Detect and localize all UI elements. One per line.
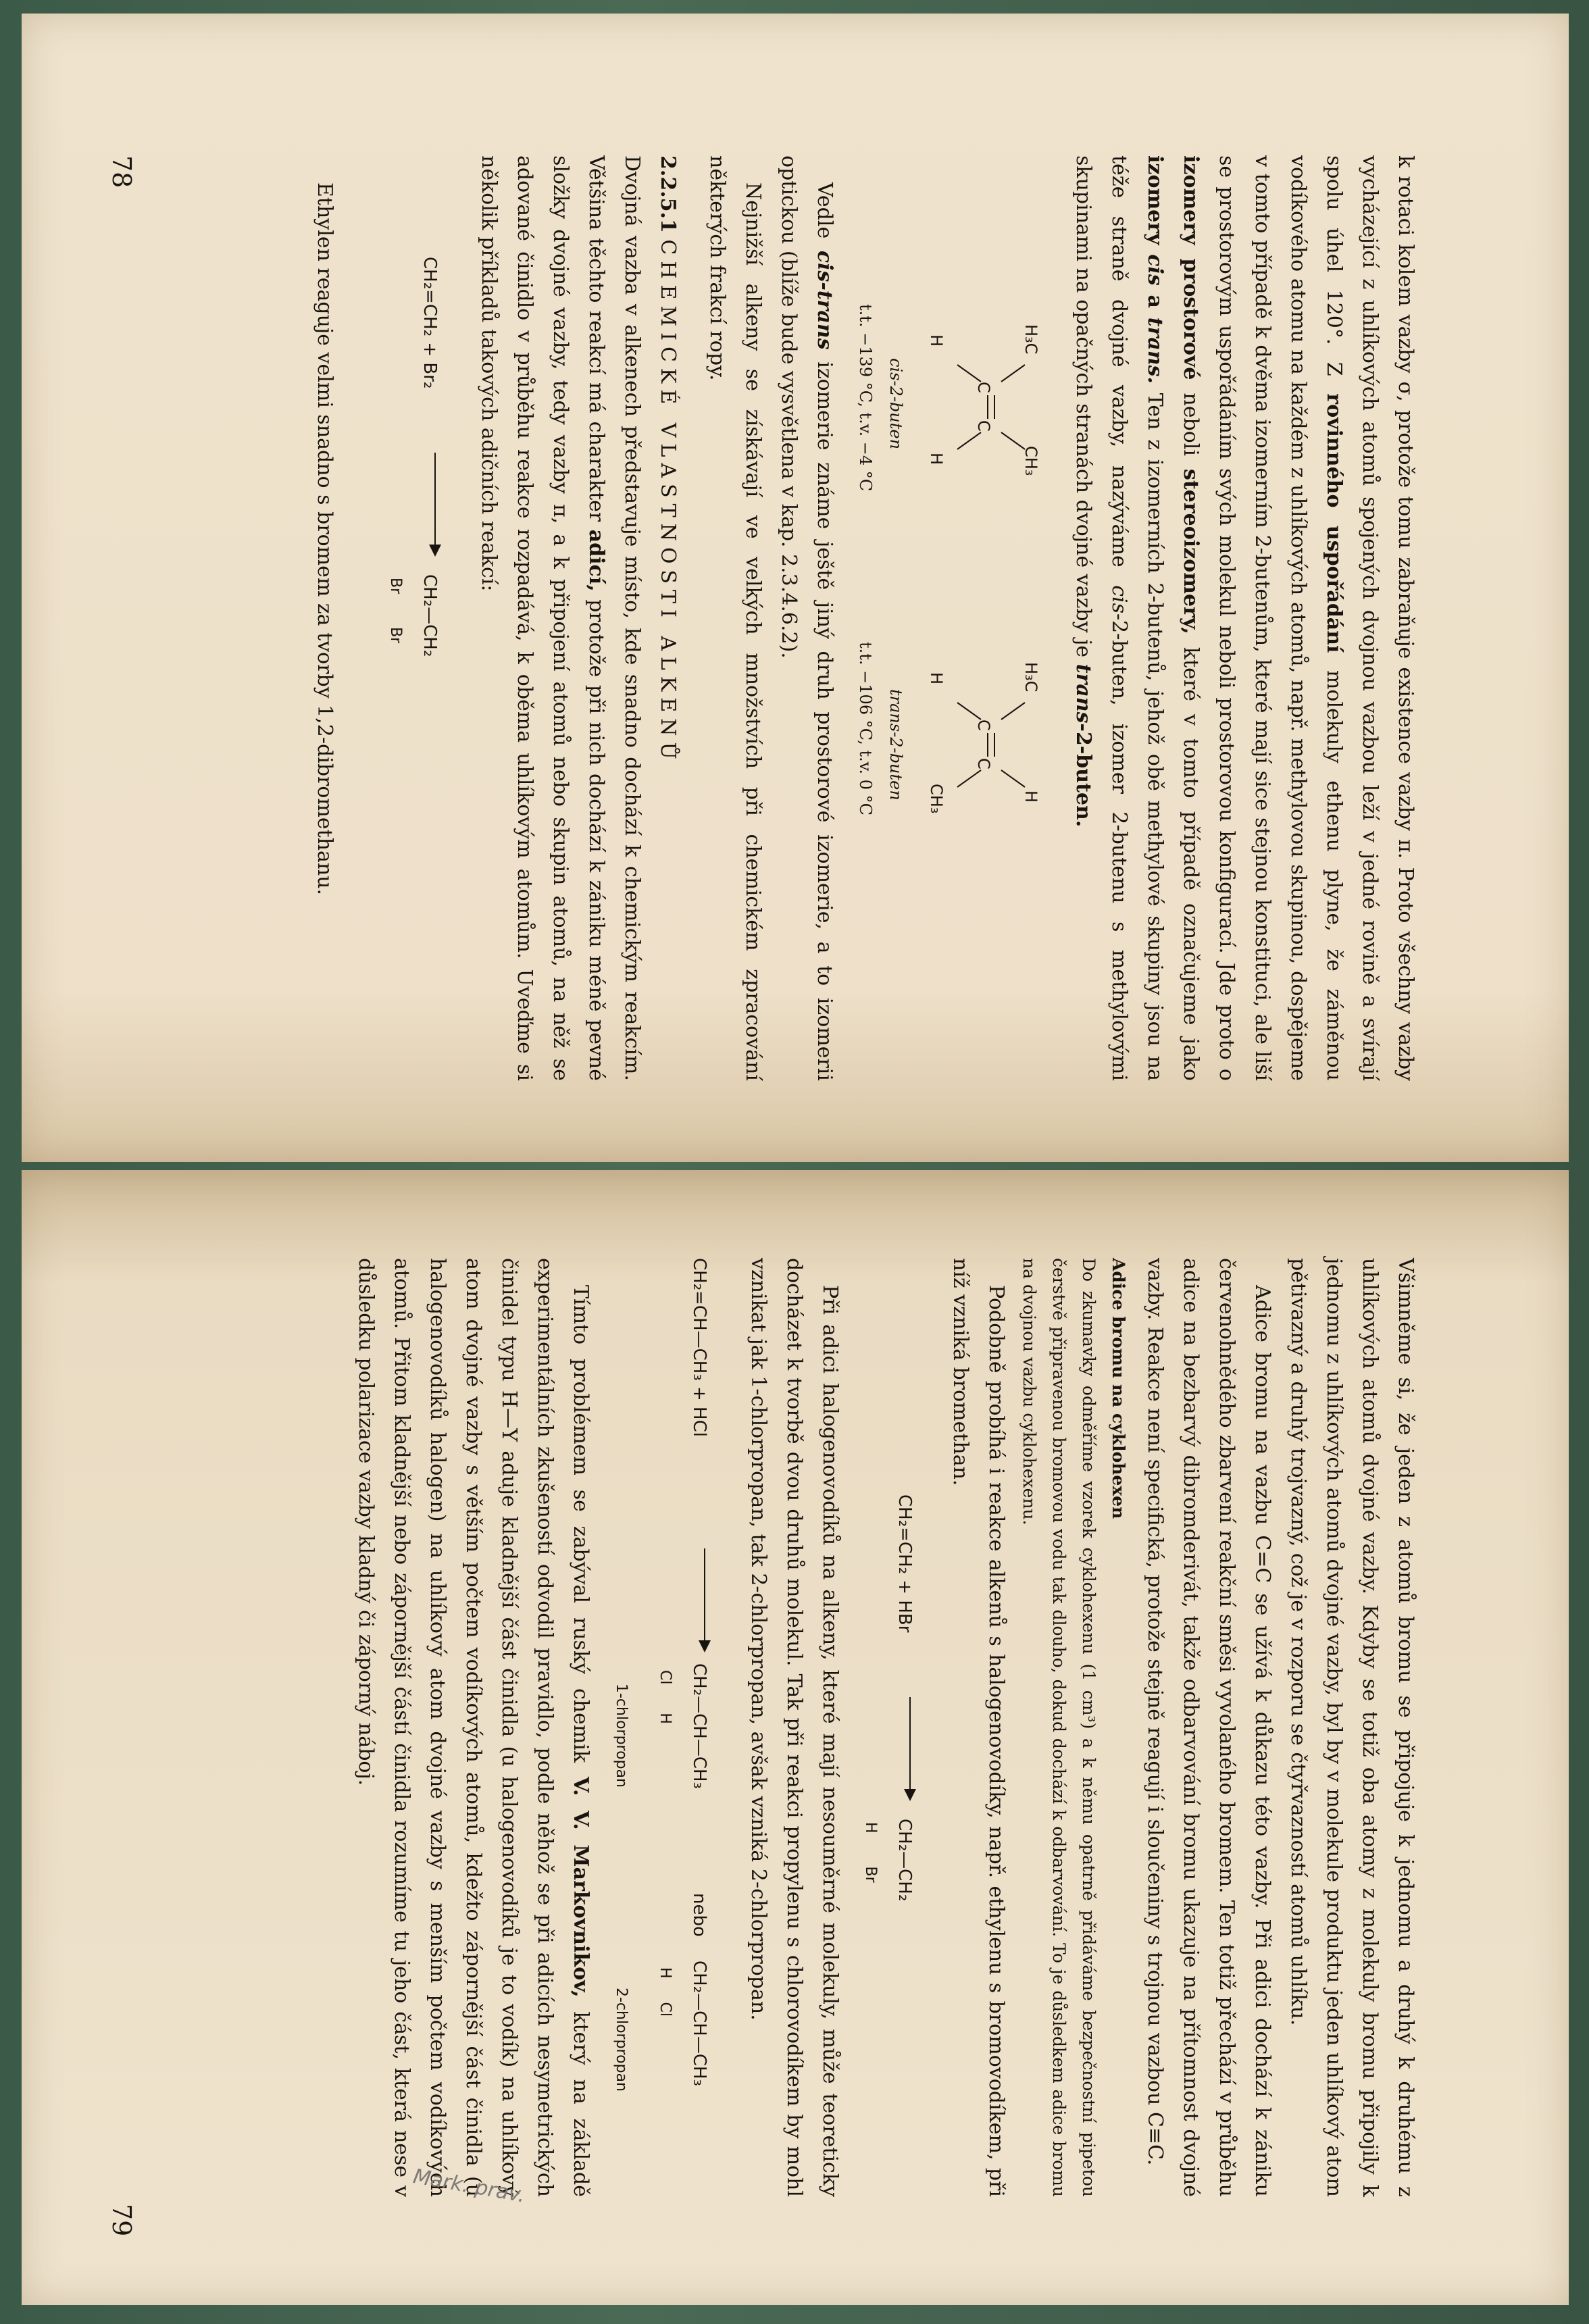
page-78-text — [307, 155, 1423, 1081]
product-1: CH₂—CH—CH₃ — [689, 1663, 709, 1789]
italic-term: trans. — [1143, 317, 1167, 384]
paragraph-asymmetric: Při adici halogenovodíků na alkeny, které mají nesouměrné molekuly, může teoreticky docházet k tvorbě dvou druhů molekul. Tak při reakci propylenu s chlorovodíkem by mohl vznikat jak 1-chlorpropan, tak 2-chlorpropan, avšak vzniká 2-chlorpropan. — [747, 1258, 842, 2197]
hydrogen-atom: H — [927, 334, 946, 347]
paragraph-addition — [471, 155, 650, 1081]
bold-term: stereoizomery, — [1179, 469, 1203, 634]
paragraph-rotation — [1065, 155, 1423, 1081]
text-run: které v tomto případě označujeme jako — [1179, 647, 1203, 1081]
section-title: CHEMICKÉ VLASTNOSTI ALKENŮ — [656, 239, 680, 765]
bold-term: adicí, — [584, 529, 608, 592]
page-78 — [22, 14, 1569, 1162]
paragraph-ethylene: Ethylen reaguje velmi snadno s bromem za tvorby 1,2-dibromethanu. — [313, 182, 336, 896]
reactants: CH₂=CH₂ + HBr — [894, 1494, 915, 1633]
trans-label: trans-2-buten — [886, 689, 905, 801]
section-heading — [650, 155, 686, 1081]
italic-term: cis — [1143, 254, 1167, 286]
text-run: -2-buten, izomer 2-butenu s methylovými skupinami na opačných stranách dvojné vazby je — [1071, 155, 1131, 1082]
product-2: CH₂—CH—CH₃ — [689, 1961, 709, 2086]
text-run: Vedle — [813, 182, 836, 239]
bold-term: izomery — [1143, 155, 1167, 245]
pencil-annotation: Mark. prav. — [411, 2165, 528, 2208]
bold-term: V. V. Markovnikov, — [569, 1776, 592, 1998]
reactants: CH₂=CH—CH₃ + HCl — [689, 1258, 709, 1437]
product-2-substituents: H Cl — [657, 1967, 674, 2017]
carbon-atom: C — [974, 420, 993, 432]
product-2-label: 2-chlorpropan — [613, 1988, 630, 2092]
product: CH₂—CH₂ — [420, 574, 440, 657]
or-word: nebo — [689, 1893, 709, 1937]
page-79 — [22, 1170, 1569, 2305]
reactants: CH₂=CH₂ + Br₂ — [420, 257, 440, 389]
paragraph-bromine-atoms: Všimněme si, že jeden z atomů bromu se připojuje k jednomu a druhý k druhému z uhlíkových atomů dvojné vazby. Kdyby se totiž oba atomy z molekuly bromu připojily k jednomu z uhlíkových atomů dvojné vazby, byl by v molekule produktu jeden uhlíkový atom pětivazný a druhý trojvazný, což je v rozporu se čtyřvazností atomů uhlíku. — [1286, 1258, 1417, 2197]
text-run: a — [1143, 295, 1167, 308]
italic-term: trans — [1071, 663, 1095, 724]
reaction-hcl — [599, 1258, 740, 2197]
hydrogen-atom: H — [927, 672, 946, 685]
trans-properties: t.t. −106 °C, t.v. 0 °C — [856, 642, 875, 815]
bold-term: izomery prostorové — [1179, 155, 1203, 380]
text-run: Tímto problémem se zabýval ruský chemik — [569, 1285, 592, 1763]
cis-label: cis-2-buten — [886, 358, 905, 450]
text-run: neboli — [1179, 393, 1203, 456]
italic-term: cis-trans — [813, 250, 836, 350]
reaction-arrow — [434, 453, 436, 554]
text-run: -2-buten. — [1071, 723, 1095, 828]
text-run: k rotaci kolem vazby σ, protože tomu zabraňuje existence vazby π. Proto všechny vazby vycházející z uhlíkových atomů spojených dvojnou vazbou leží v jedné rovině a svírají spolu úhel 120°. Z — [1322, 155, 1417, 1081]
reaction-hbr — [848, 1258, 942, 2197]
product-substituents: Br Br — [387, 578, 404, 644]
product: CH₂—CH₂ — [894, 1819, 915, 1902]
bond-lines — [842, 155, 1065, 1081]
hydrogen-atom: H — [927, 453, 946, 465]
reaction-bromination — [370, 155, 471, 1081]
text-run: Ten z izomerních 2-butenů, jehož obě methylové skupiny jsou na téže straně dvojné vazby, nazýváme — [1107, 155, 1167, 1081]
paragraph-markovnikov — [348, 1258, 599, 2197]
paragraph-bromine-test: Adice bromu na vazbu C=C se užívá k důkazu této vazby. Při adici dochází k zániku červenohnědého zbarvení reakční směsi vyvolaného bromem. Ten totiž přechází v průběhu adice na bezbarvý dibromderivát, takže odbarvování bromu ukazuje na přítomnost dvojné vazby. Reakce není specifická, protože stejně reagují i sloučeniny s trojnou vazbou C≡C. — [1143, 1258, 1274, 2197]
methyl-group: CH₃ — [927, 784, 946, 814]
carbon-atom: C — [974, 758, 993, 769]
product-substituents: H Br — [862, 1822, 879, 1883]
italic-term: cis — [1107, 585, 1131, 614]
section-number: 2.2.5.1 — [656, 155, 680, 233]
experiment-title: Adice bromu na cyklohexen — [1109, 1258, 1128, 1519]
experiment-text: Do zkumavky odměříme vzorek cyklohexenu (1 cm³) a k němu opatrně přidáváme bezpečnostní pipetou čerstvě připravenou bromovou vodu tak dlouho, dokud dochází k odbarvování. To je důsledkem adice bromu na dvojnou vazbu cyklohexenu. — [1019, 1258, 1099, 2197]
page-number-79: 79 — [107, 2204, 136, 2237]
paragraph-production: Nejnižší alkeny se získávají ve velkých množstvích při chemickém zpracování některých frakcí ropy. — [705, 155, 765, 1081]
text-run: Dvojná vazba v alkenech představuje místo, kde snadno dochází k chemickým reakcím. Většina těchto reakcí má charakter — [584, 155, 644, 1081]
cis-properties: t.t. −139 °C, t.v. −4 °C — [856, 304, 875, 492]
reaction-arrow — [704, 1548, 705, 1650]
methyl-group: H₃C — [1022, 662, 1040, 692]
product-1-substituents: Cl H — [657, 1670, 674, 1724]
page-number-78: 78 — [107, 155, 136, 188]
text-run: molekuly ethenu plyne, že záměnou vodíkového atomu na každém z uhlíkových atomů, např. methylovou skupinou, dospějeme v tomto případě k dvěma izomerním 2-butenům, které mají sice stejnou konstituci, ale liší se prostorovým uspořádáním svých molekul neboli prostorovou konfigurací. Jde proto o — [1215, 155, 1346, 1081]
bold-term: rovinného uspořádání — [1322, 393, 1346, 653]
carbon-atom: C — [974, 719, 993, 731]
text-run: izomerie známe ještě jiný druh prostorové izomerie, a to izomerii optickou (blíže bude vysvětlena v kap. 2.3.4.6.2). — [777, 155, 836, 1081]
text-run: protože při nich dochází k zániku méně pevné složky dvojné vazby, tedy vazby π, a k připojení atomů nebo skupin atomů, na něž se adované činidlo v průběhu reakce rozpadává, k oběma uhlíkovým atomům. Uveďme si několik příkladů takových adičních reakcí: — [477, 155, 608, 1081]
text-run: který na základě experimentálních zkušeností odvodil pravidlo, podle něhož se při adicích nesymetrických činidel typu H—Y aduje kladnější část činidla (u halogenovodíků je to vodík) na uhlíkový atom dvojné vazby s větším počtem vodíkových atomů, kdežto zápornější část činidla (u halogenovodíků halogen) na uhlíkový atom dvojné vazby s menším počtem vodíkových atomů. Přitom kladnější nebo zápornější částí činidla rozumíme tu jeho část, která nese v důsledku polarizace vazby kladný či záporný náboj. — [354, 1258, 592, 2197]
butene-isomers-figure — [842, 155, 1065, 1081]
product-1-label: 1-chlorpropan — [613, 1684, 630, 1788]
paragraph-optical-isomerism — [771, 155, 842, 1081]
carbon-atom: C — [974, 382, 993, 393]
paragraph-hydrohalogens: Podobně probíhá i reakce alkenů s halogenovodíky, např. ethylenu s bromovodíkem, při níž vzniká bromethan. — [949, 1258, 1008, 2197]
methyl-group: H₃C — [1022, 324, 1040, 355]
methyl-group: CH₃ — [1022, 446, 1040, 476]
reaction-arrow — [909, 1697, 911, 1798]
page-79-text — [348, 1258, 1423, 2197]
hydrogen-atom: H — [1022, 790, 1040, 803]
